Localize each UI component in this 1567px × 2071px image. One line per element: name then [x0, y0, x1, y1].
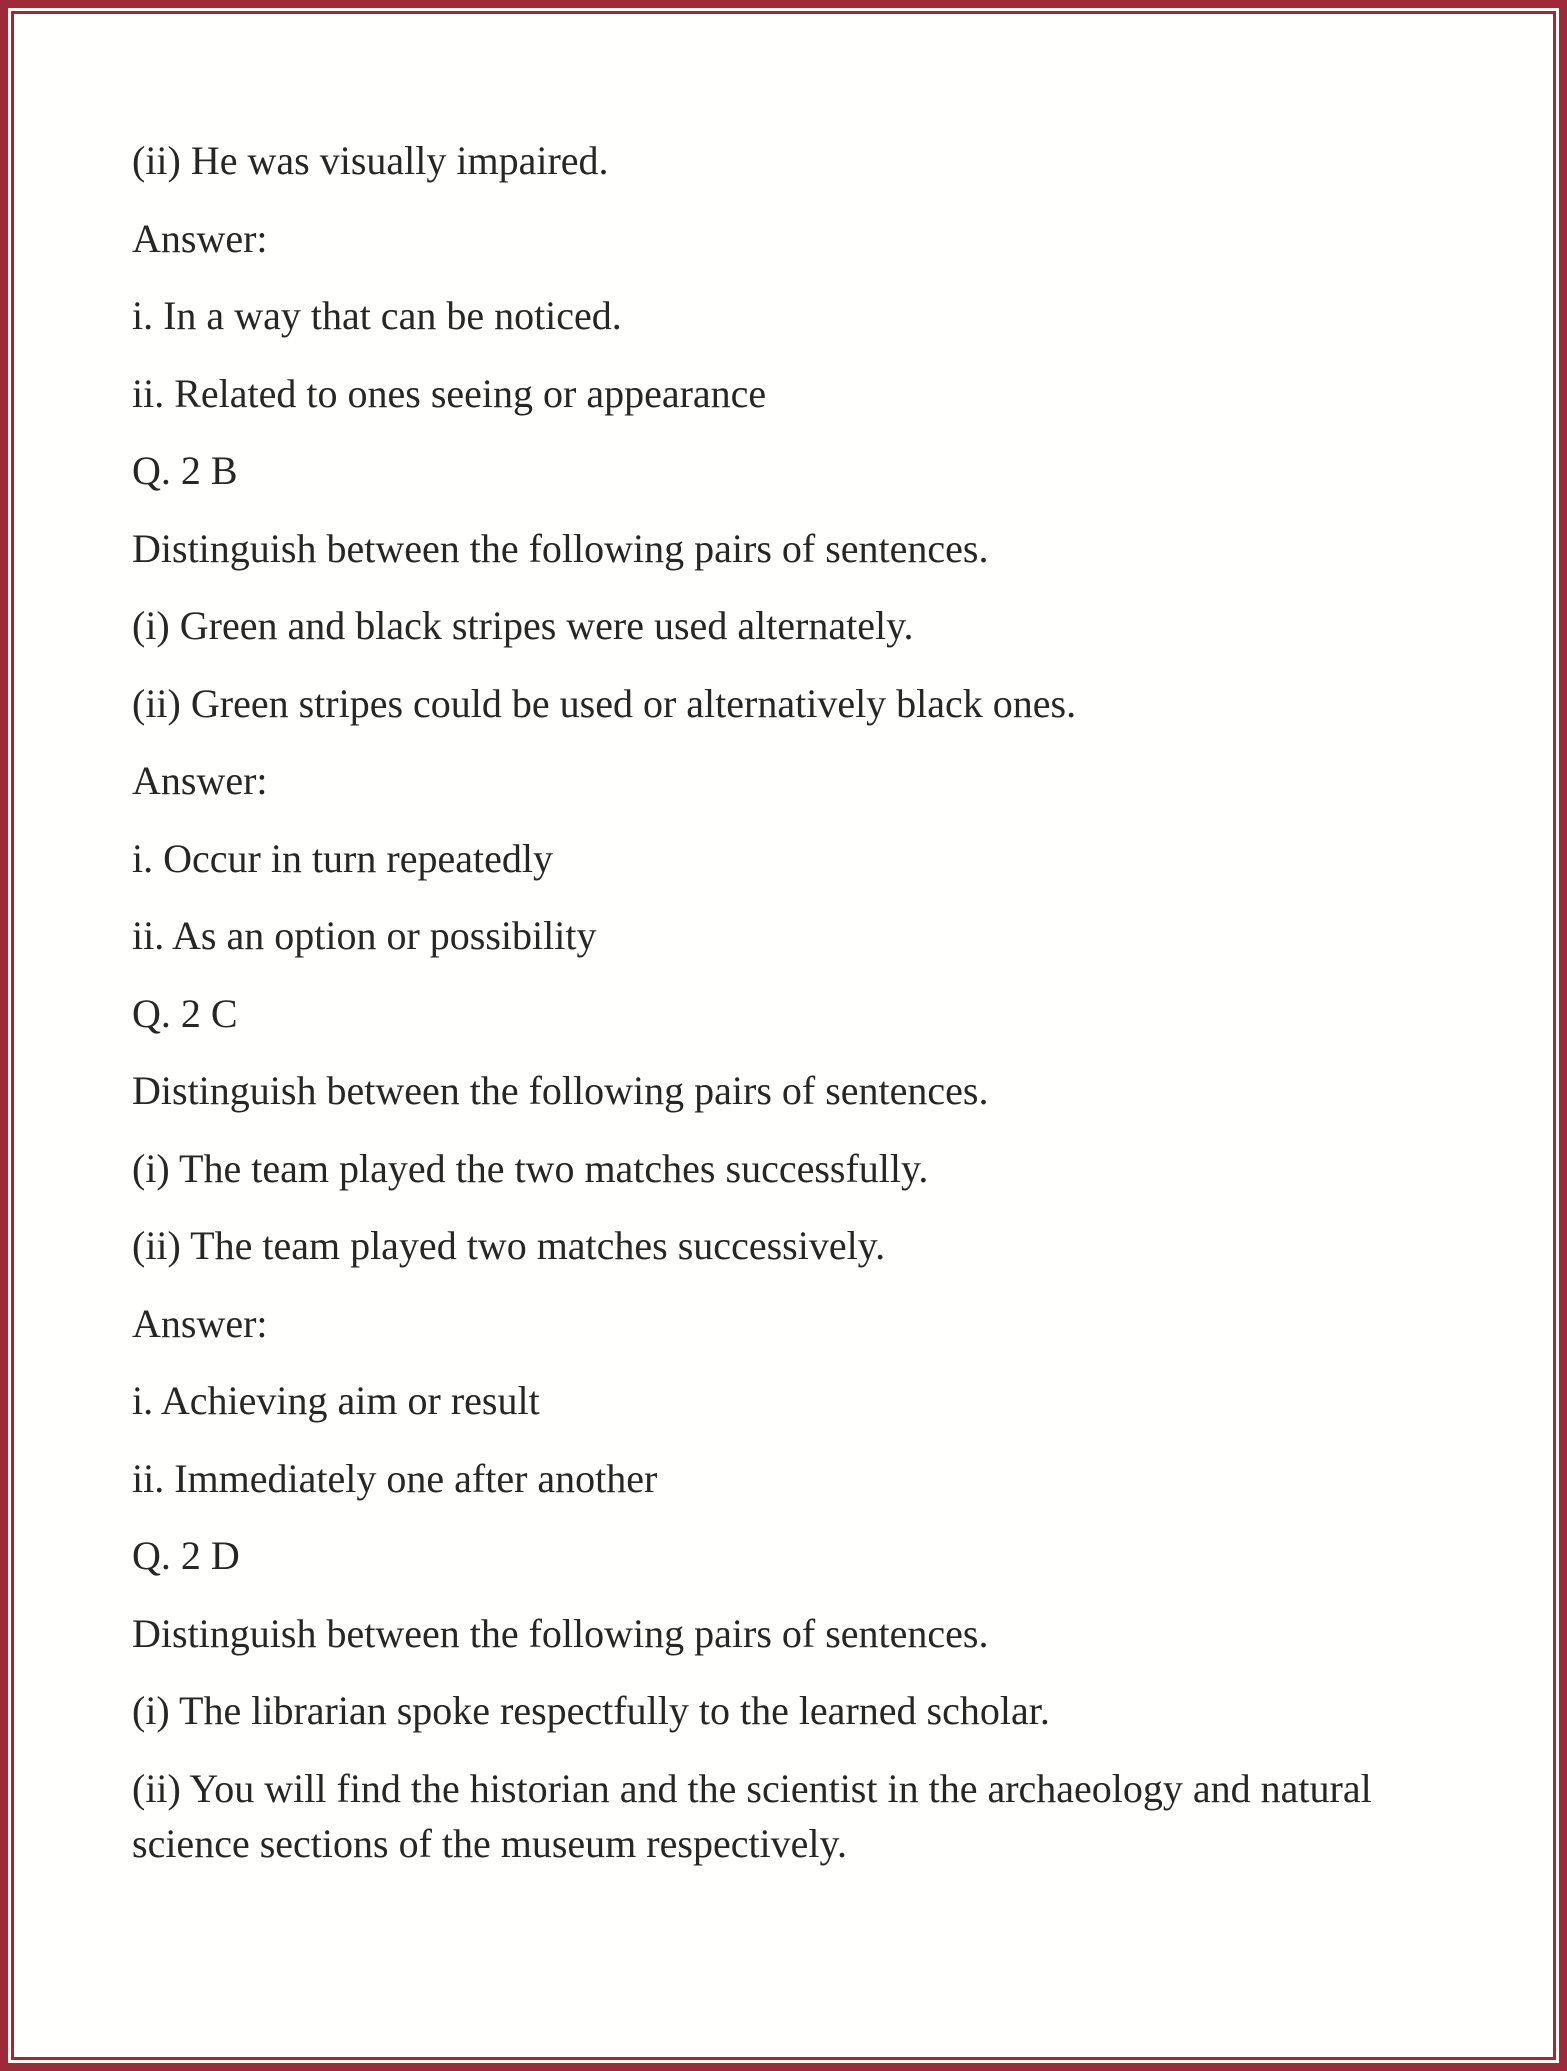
text-line: ii. Related to ones seeing or appearance: [132, 370, 767, 416]
text-line: i. Achieving aim or result: [132, 1378, 540, 1423]
answer-label: Answer:: [132, 215, 268, 261]
text-line: (ii) You will find the historian and the scientist in the archaeology and natural science sections of the museum respectively.: [132, 1765, 1372, 1866]
answer-label: Answer:: [132, 1300, 268, 1346]
text-line: (i) Green and black stripes were used alternately.: [132, 603, 914, 648]
text-line: (ii) The team played two matches successively.: [132, 1223, 886, 1268]
question-heading: Q. 2 D: [132, 1533, 240, 1578]
question-heading: Q. 2 C: [132, 990, 238, 1036]
answer-label: Answer:: [132, 758, 268, 803]
text-line: (i) The team played the two matches successfully.: [132, 1145, 929, 1191]
text-line: Distinguish between the following pairs of sentences.: [132, 1068, 989, 1113]
text-line: Distinguish between the following pairs of sentences.: [132, 1610, 989, 1656]
text-line: (ii) He was visually impaired.: [132, 138, 609, 183]
text-line: ii. Immediately one after another: [132, 1455, 658, 1501]
text-line: i. In a way that can be noticed.: [132, 293, 622, 338]
text-line: (ii) Green stripes could be used or alternatively black ones.: [132, 680, 1077, 726]
text-line: i. Occur in turn repeatedly: [132, 835, 553, 881]
text-line: ii. As an option or possibility: [132, 913, 597, 958]
question-heading: Q. 2 B: [132, 448, 238, 493]
text-line: Distinguish between the following pairs of sentences.: [132, 525, 989, 571]
document-body: [132, 133, 1422, 1893]
text-line: (i) The librarian spoke respectfully to the learned scholar.: [132, 1688, 1050, 1733]
